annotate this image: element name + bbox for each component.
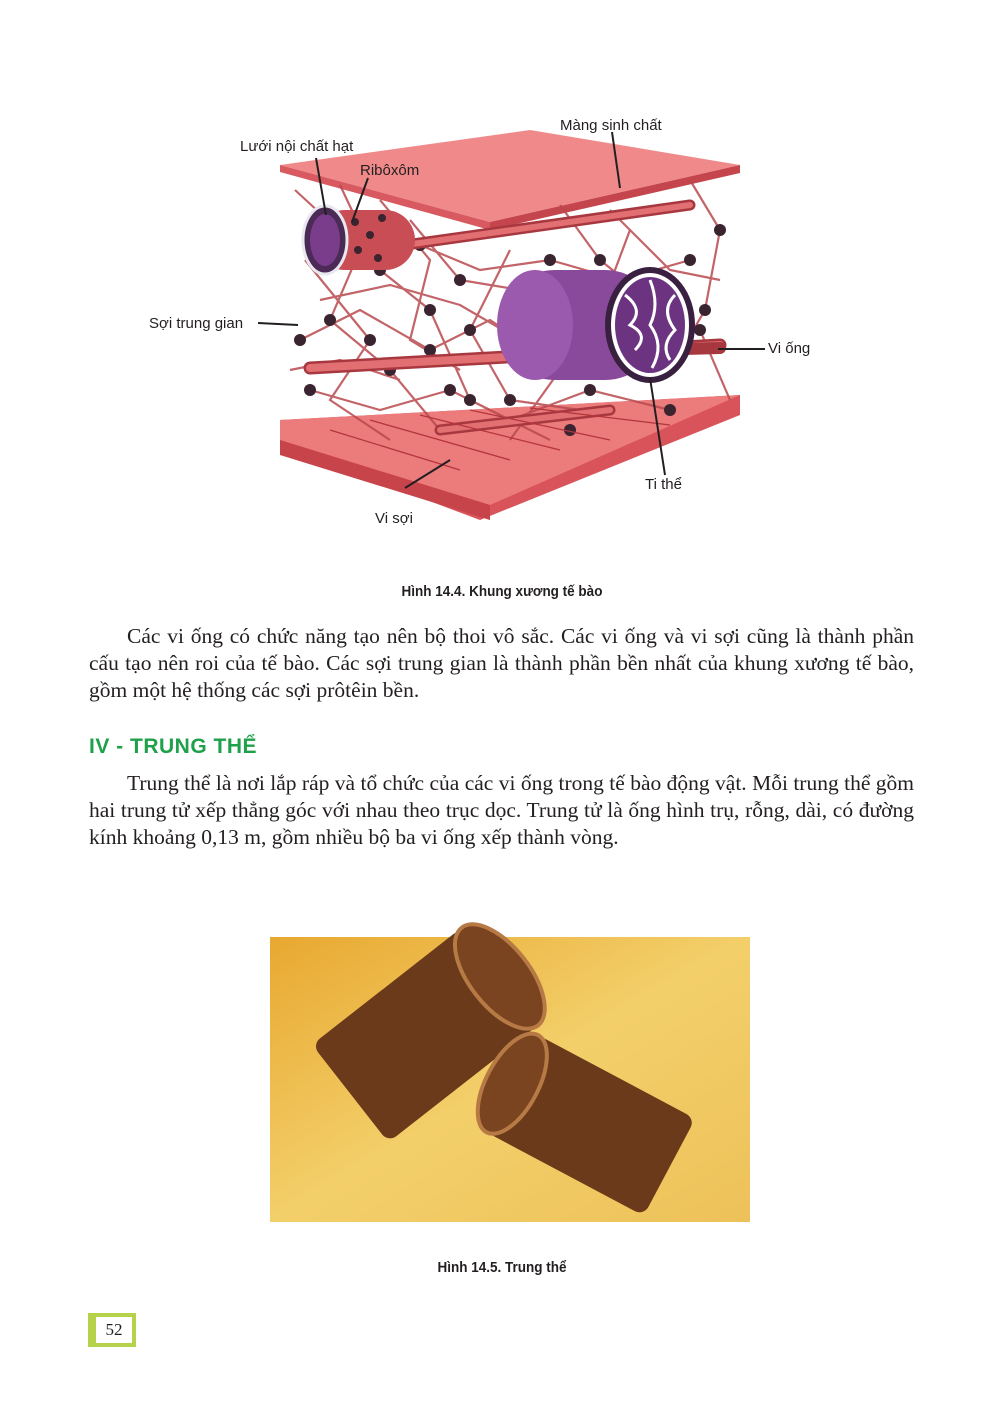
label-microfilament: Vi sợi xyxy=(375,510,413,527)
figure-caption-14-4: Hình 14.4. Khung xương tế bào xyxy=(401,583,603,600)
paragraph-centrosome xyxy=(89,770,914,851)
centrosome-illustration xyxy=(270,905,750,1225)
paragraph-text: Trung thể là nơi lắp ráp và tổ chức của các vi ống trong tế bào động vật. Mỗi trung thể gồm hai trung tử xếp thẳng góc với nhau theo trục dọc. Trung tử là ống hình trụ, rỗng, dài, có đường kính khoảng 0,13 m, gồm nhiều bộ ba vi ống xếp thành vòng. xyxy=(89,771,914,849)
label-microtubule: Vi ống xyxy=(768,340,811,357)
rough-er-shape xyxy=(303,206,415,274)
page-number: 52 xyxy=(96,1317,132,1343)
label-membrane: Màng sinh chất xyxy=(560,117,662,134)
section-heading: IV - TRUNG THỂ xyxy=(89,735,257,758)
label-rough-er: Lưới nội chất hạt xyxy=(240,138,354,155)
paragraph-text: Các vi ống có chức năng tạo nên bộ thoi vô sắc. Các vi ống và vi sợi cũng là thành phần cấu tạo nên roi của tế bào. Các sợi trung gian là thành phần bền nhất của khung xương tế bào, gồm một hệ thống các sợi prôtêin bền. xyxy=(89,624,914,702)
figure-centrosome xyxy=(270,905,750,1225)
label-ribosome: Ribôxôm xyxy=(360,162,420,179)
paragraph-cytoskeleton xyxy=(89,623,914,704)
figure-cytoskeleton xyxy=(130,110,850,540)
mitochondrion-shape xyxy=(497,267,695,383)
label-intermediate-filament: Sợi trung gian xyxy=(149,315,244,332)
label-mitochondrion: Ti thể xyxy=(645,476,682,493)
figure-caption-14-5: Hình 14.5. Trung thể xyxy=(437,1259,567,1276)
